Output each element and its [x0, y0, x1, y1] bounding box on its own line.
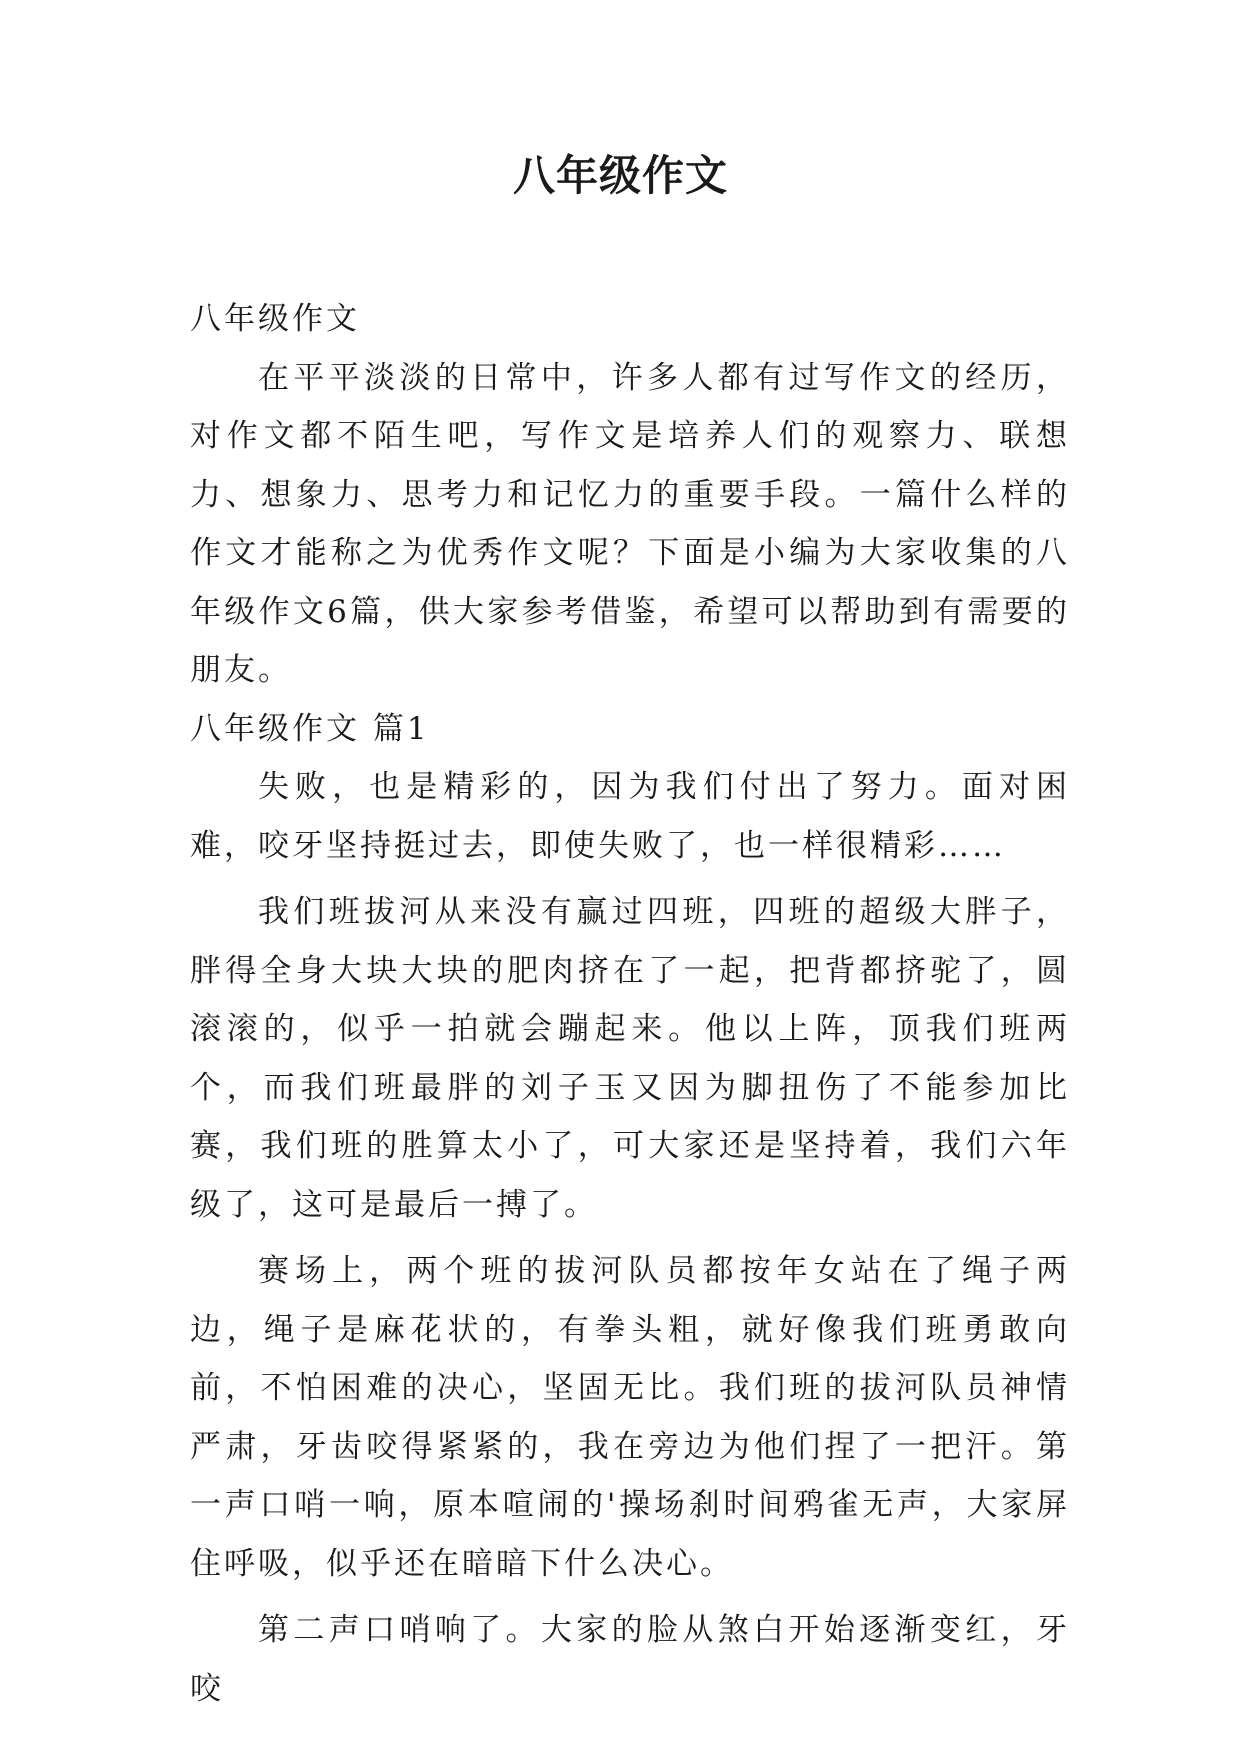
body-paragraph: 我们班拔河从来没有赢过四班，四班的超级大胖子，胖得全身大块大块的肥肉挤在了一起，把背都挤驼了，圆滚滚的，似乎一拍就会蹦起来。他以上阵，顶我们班两个，而我们班最胖的刘子玉又因为脚扭伤了不能参加比赛，我们班的胜算太小了，可大家还是坚持着，我们六年级了，这可是最后一搏了。	[190, 894, 1070, 1223]
document-title: 八年级作文	[512, 151, 728, 200]
intro-paragraph: 在平平淡淡的日常中，许多人都有过写作文的经历，对作文都不陌生吧，写作文是培养人们的观察力、联想力、想象力、思考力和记忆力的重要手段。一篇什么样的作文才能称之为优秀作文呢？下面是小编为大家收集的八年级作文6篇，供大家参考借鉴，希望可以帮助到有需要的朋友。	[190, 359, 1070, 688]
body-paragraph: 第二声口哨响了。大家的脸从煞白开始逐渐变红，牙咬	[190, 1612, 1070, 1707]
body-paragraph: 赛场上，两个班的拔河队员都按年女站在了绳子两边，绳子是麻花状的，有拳头粗，就好像我们班勇敢向前，不怕困难的决心，坚固无比。我们班的拔河队员神情严肃，牙齿咬得紧紧的，我在旁边为他们捏了一把汗。第一声口哨一响，原本喧闹的'操场刹时间鸦雀无声，大家屏住呼吸，似乎还在暗暗下什么决心。	[190, 1253, 1070, 1582]
essay-heading: 八年级作文 篇1	[190, 710, 430, 747]
document-body	[190, 290, 1070, 1718]
section-heading: 八年级作文	[190, 301, 360, 337]
body-paragraph: 失败，也是精彩的，因为我们付出了努力。面对困难，咬牙坚持挺过去，即使失败了，也一样很精彩……	[190, 769, 1070, 864]
